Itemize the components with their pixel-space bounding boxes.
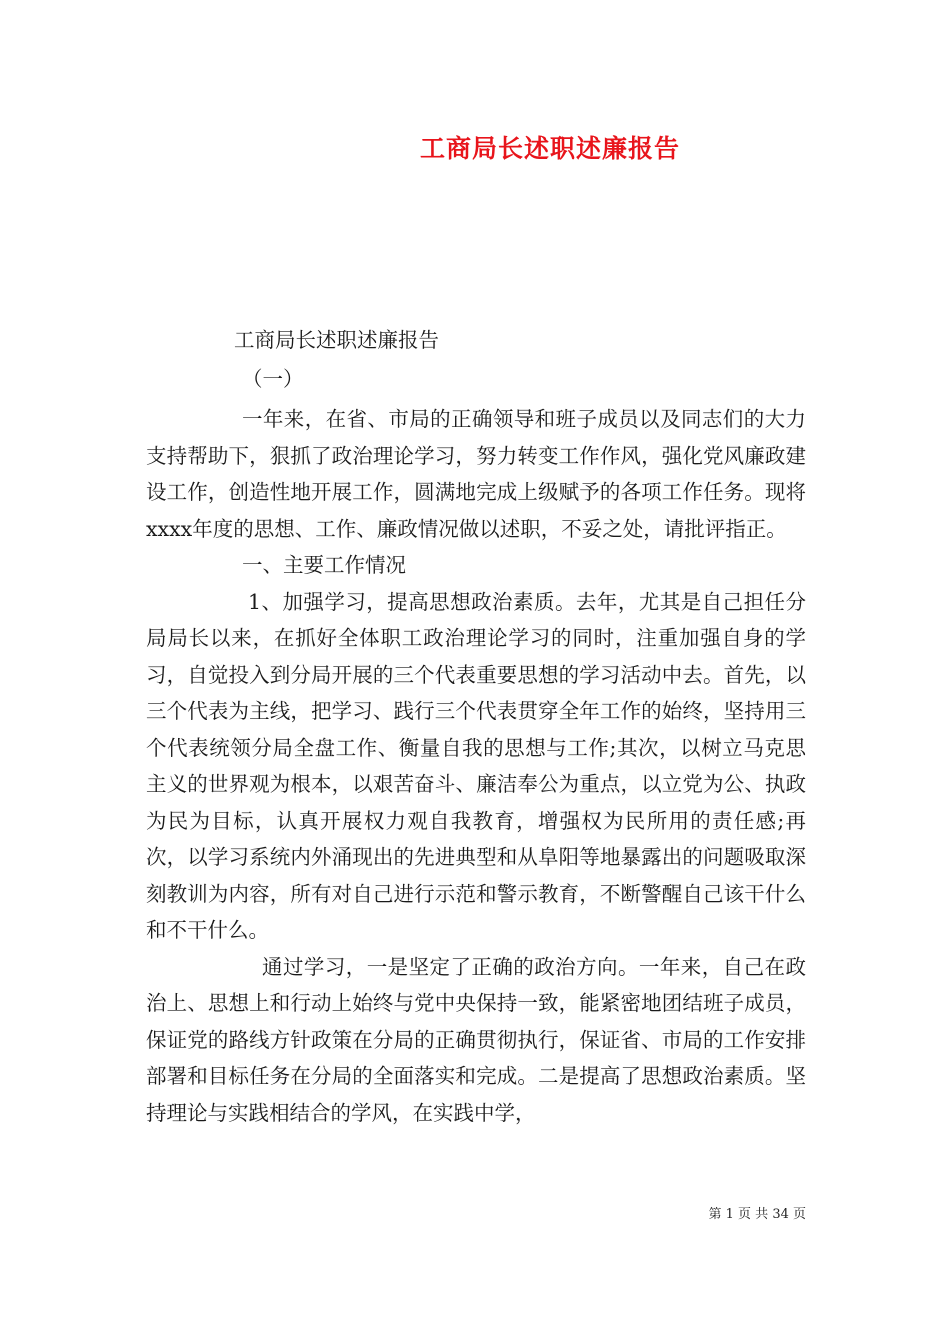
page-number-footer: 第 1 页 共 34 页 [708,1207,806,1222]
document-title: 工商局长述职述廉报告 [419,134,680,163]
document-body [146,322,806,1131]
paragraph-results: 通过学习，一是坚定了正确的政治方向。一年来，自己在政治上、思想上和行动上始终与党中央保持一致，能紧密地团结班子成员，保证党的路线方针政策在分局的正确贯彻执行，保证省、市局的工作安排部署和目标任务在分局的全面落实和完成。二是提高了思想政治素质。坚持理论与实践相结合的学风，在实践中学， [146,954,806,1125]
paragraph-intro: 一年来，在省、市局的正确领导和班子成员以及同志们的大力支持帮助下，狠抓了政治理论学习，努力转变工作作风，强化党风廉政建设工作，创造性地开展工作，圆满地完成上级赋予的各项工作任务。现将xxxx年度的思想、工作、廉政情况做以述职，不妥之处，请批评指正。 [146,407,806,541]
document-subtitle: 工商局长述职述廉报告 [234,328,439,352]
section-number: （一） [242,366,304,391]
paragraph-study: 1、加强学习，提高思想政治素质。去年，尤其是自己担任分局局长以来，在抓好全体职工政治理论学习的同时，注重加强自身的学习，自觉投入到分局开展的三个代表重要思想的学习活动中去。首先，以三个代表为主线，把学习、践行三个代表贯穿全年工作的始终，坚持用三个代表统领分局全盘工作、衡量自我的思想与工作;其次，以树立马克思主义的世界观为根本，以艰苦奋斗、廉洁奉公为重点，以立党为公、执政为民为目标，认真开展权力观自我教育，增强权为民所用的责任感;再次，以学习系统内外涌现出的先进典型和从阜阳等地暴露出的问题吸取深刻教训为内容，所有对自己进行示范和警示教育，不断警醒自己该干什么和不干什么。 [146,589,806,942]
section-heading-main-work: 一、主要工作情况 [242,553,406,577]
